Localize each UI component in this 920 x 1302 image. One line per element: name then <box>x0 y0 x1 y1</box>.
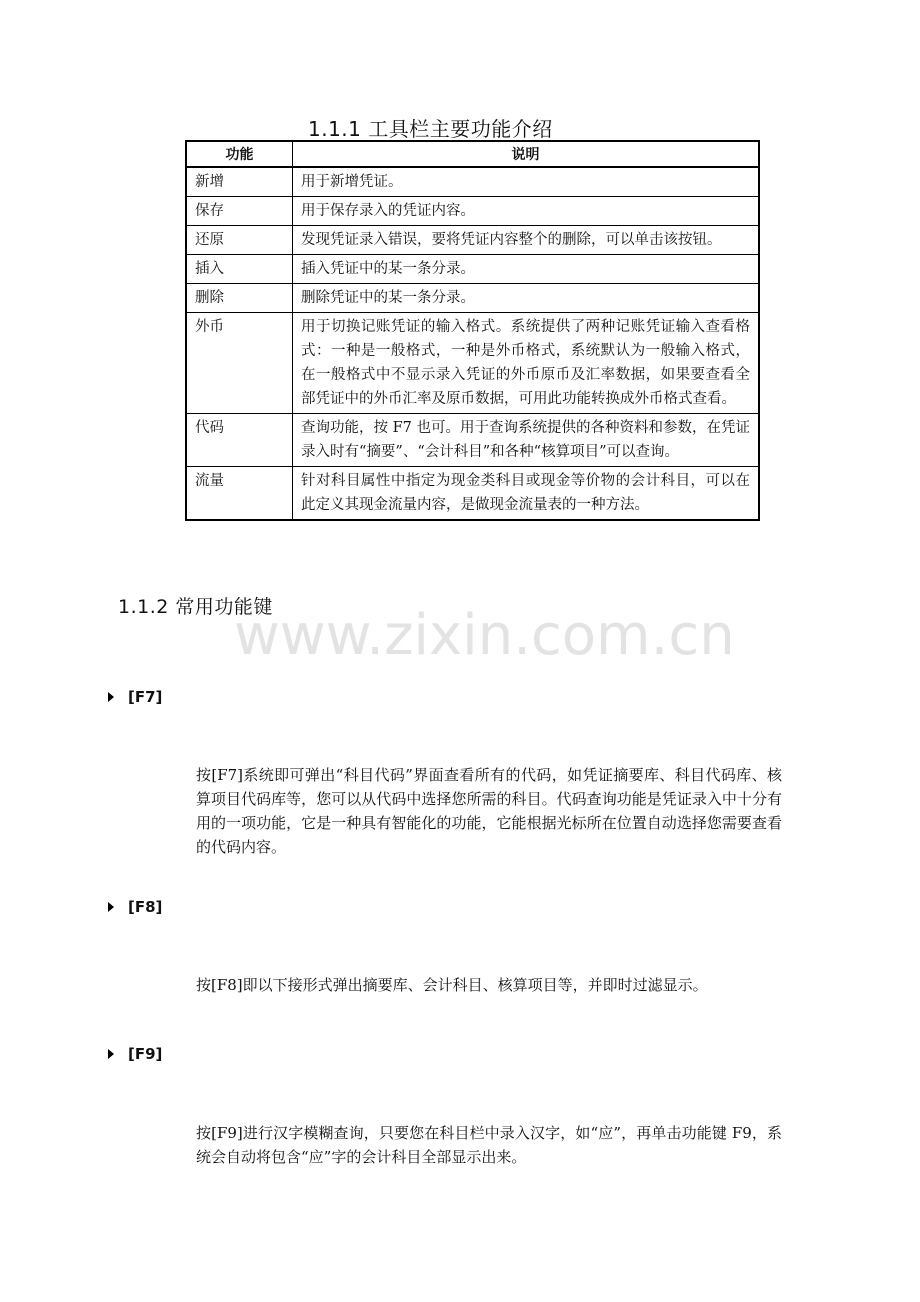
function-name: 代码 <box>186 414 293 467</box>
function-description: 用于保存录入的凭证内容。 <box>293 197 760 226</box>
key-label: [F9] <box>128 1045 163 1063</box>
key-heading-f9 <box>108 1045 162 1063</box>
column-header-function: 功能 <box>186 141 293 167</box>
table-row <box>186 467 759 521</box>
section-title-toolbar: 1.1.1 工具栏主要功能介绍 <box>308 117 553 141</box>
function-description: 查询功能，按 F7 也可。用于查询系统提供的各种资料和参数，在凭证录入时有“摘要”、“会计科目”和各种“核算项目”可以查询。 <box>293 414 760 467</box>
function-description: 发现凭证录入错误，要将凭证内容整个的删除，可以单击该按钮。 <box>293 226 760 255</box>
key-description-f8: 按[F8]即以下接形式弹出摘要库、会计科目、核算项目等，并即时过滤显示。 <box>196 976 708 994</box>
function-description: 用于切换记账凭证的输入格式。系统提供了两种记账凭证输入查看格式：一种是一般格式，一种是外币格式，系统默认为一般输入格式，在一般格式中不显示录入凭证的外币原币及汇率数据，如果要查看全部凭证中的外币汇率及原币数据，可用此功能转换成外币格式查看。 <box>293 313 760 414</box>
table-row <box>186 255 759 284</box>
table-header-row <box>186 141 759 167</box>
toolbar-function-table <box>185 140 760 521</box>
function-name: 流量 <box>186 467 293 521</box>
key-heading-f7 <box>108 688 162 706</box>
function-description: 针对科目属性中指定为现金类科目或现金等价物的会计科目，可以在此定义其现金流量内容，是做现金流量表的一种方法。 <box>293 467 760 521</box>
column-header-description: 说明 <box>293 141 760 167</box>
section-title-function-keys: 1.1.2 常用功能键 <box>118 596 273 618</box>
key-description-f9: 按[F9]进行汉字模糊查询，只要您在科目栏中录入汉字，如“应”，再单击功能键 F9，系统会自动将包含“应”字的会计科目全部显示出来。 <box>196 1124 782 1166</box>
triangle-bullet-icon <box>108 902 114 912</box>
function-description: 用于新增凭证。 <box>293 167 760 197</box>
table-row <box>186 313 759 414</box>
table-row <box>186 414 759 467</box>
function-name: 还原 <box>186 226 293 255</box>
function-name: 删除 <box>186 284 293 313</box>
key-heading-f8 <box>108 898 162 916</box>
table-row <box>186 226 759 255</box>
key-label: [F8] <box>128 898 163 916</box>
watermark: www.zixin.com.cn <box>234 603 735 668</box>
table-row <box>186 284 759 313</box>
table-row <box>186 167 759 197</box>
function-description: 删除凭证中的某一条分录。 <box>293 284 760 313</box>
triangle-bullet-icon <box>108 1049 114 1059</box>
function-description: 插入凭证中的某一条分录。 <box>293 255 760 284</box>
function-name: 插入 <box>186 255 293 284</box>
function-name: 新增 <box>186 167 293 197</box>
table-row <box>186 197 759 226</box>
triangle-bullet-icon <box>108 692 114 702</box>
function-name: 保存 <box>186 197 293 226</box>
function-name: 外币 <box>186 313 293 414</box>
key-description-f7: 按[F7]系统即可弹出“科目代码”界面查看所有的代码，如凭证摘要库、科目代码库、核算项目代码库等，您可以从代码中选择您所需的科目。代码查询功能是凭证录入中十分有用的一项功能，它是一种具有智能化的功能，它能根据光标所在位置自动选择您需要查看的代码内容。 <box>196 766 782 856</box>
key-label: [F7] <box>128 688 163 706</box>
